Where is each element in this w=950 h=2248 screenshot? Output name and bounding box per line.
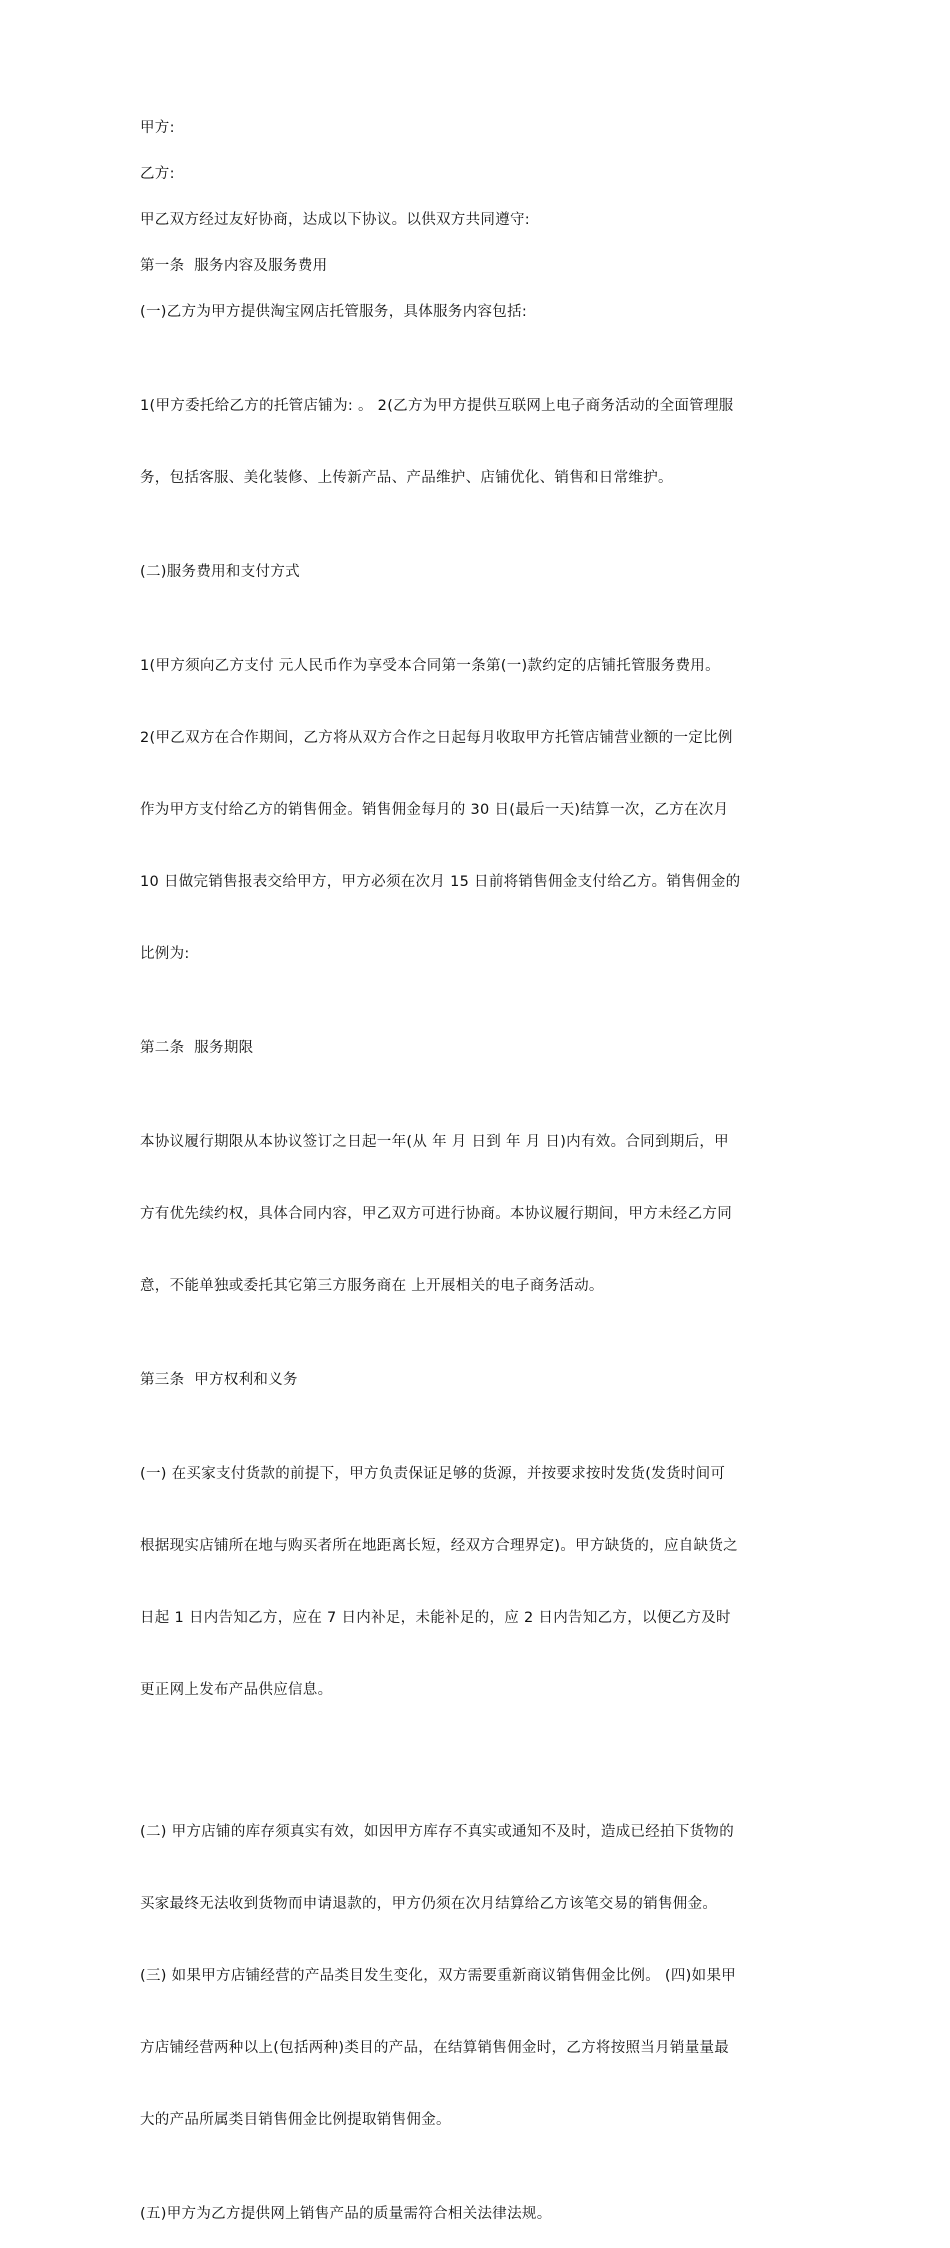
article-3-item-1: [140, 1414, 812, 1750]
party-b-label: 乙方:: [140, 166, 175, 182]
text-line: (三) 如果甲方店铺经营的产品类目发生变化，双方需要重新商议销售佣金比例。 (四)如果甲: [140, 1968, 737, 1984]
article-1-section-1: (一)乙方为甲方提供淘宝网店托管服务，具体服务内容包括:: [140, 304, 528, 320]
text-line: 根据现实店铺所在地与购买者所在地距离长短，经双方合理界定)。甲方缺货的，应自缺货之: [140, 1538, 738, 1554]
article-3-items-2-to-4: [140, 1772, 812, 2180]
article-2-body: [140, 1082, 812, 1346]
article-3-item-5: (五)甲方为乙方提供网上销售产品的质量需符合相关法律法规。: [140, 2206, 552, 2222]
text-line: 意，不能单独或委托其它第三方服务商在 上开展相关的电子商务活动。: [140, 1278, 604, 1294]
article-1-section-2: (二)服务费用和支付方式: [140, 564, 300, 580]
text-line: 1(甲方委托给乙方的托管店铺为: 。 2(乙方为甲方提供互联网上电子商务活动的全面管理服: [140, 398, 734, 414]
preamble: 甲乙双方经过友好协商，达成以下协议。以供双方共同遵守:: [140, 212, 530, 228]
article-1-title: 第一条 服务内容及服务费用: [140, 258, 328, 274]
text-line: 10 日做完销售报表交给甲方，甲方必须在次月 15 日前将销售佣金支付给乙方。销售佣金的: [140, 874, 741, 890]
text-line: 更正网上发布产品供应信息。: [140, 1682, 333, 1698]
text-line: 本协议履行期限从本协议签订之日起一年(从 年 月 日到 年 月 日)内有效。合同到期后，甲: [140, 1134, 729, 1150]
text-line: 买家最终无法收到货物而申请退款的，甲方仍须在次月结算给乙方该笔交易的销售佣金。: [140, 1896, 718, 1912]
article-1-fee-terms: [140, 606, 812, 1014]
text-line: 比例为:: [140, 946, 190, 962]
contract-page: [140, 116, 812, 2248]
text-line: 务，包括客服、美化装修、上传新产品、产品维护、店铺优化、销售和日常维护。: [140, 470, 673, 486]
text-line: (二) 甲方店铺的库存须真实有效，如因甲方库存不真实或通知不及时，造成已经拍下货物的: [140, 1824, 735, 1840]
article-2-title: 第二条 服务期限: [140, 1040, 254, 1056]
text-line: 1(甲方须向乙方支付 元人民币作为享受本合同第一条第(一)款约定的店铺托管服务费用。: [140, 658, 720, 674]
text-line: 方有优先续约权，具体合同内容，甲乙双方可进行协商。本协议履行期间，甲方未经乙方同: [140, 1206, 732, 1222]
text-line: 大的产品所属类目销售佣金比例提取销售佣金。: [140, 2112, 451, 2128]
text-line: (一) 在买家支付货款的前提下，甲方负责保证足够的货源，并按要求按时发货(发货时间可: [140, 1466, 726, 1482]
text-line: 2(甲乙双方在合作期间，乙方将从双方合作之日起每月收取甲方托管店铺营业额的一定比例: [140, 730, 733, 746]
article-3-title: 第三条 甲方权利和义务: [140, 1372, 298, 1388]
party-a-label: 甲方:: [140, 120, 175, 136]
text-line: 方店铺经营两种以上(包括两种)类目的产品，在结算销售佣金时，乙方将按照当月销量量最: [140, 2040, 730, 2056]
article-1-service-items: [140, 346, 812, 538]
text-line: 日起 1 日内告知乙方，应在 7 日内补足，未能补足的，应 2 日内告知乙方，以便乙方及时: [140, 1610, 731, 1626]
text-line: 作为甲方支付给乙方的销售佣金。销售佣金每月的 30 日(最后一天)结算一次，乙方在次月: [140, 802, 729, 818]
